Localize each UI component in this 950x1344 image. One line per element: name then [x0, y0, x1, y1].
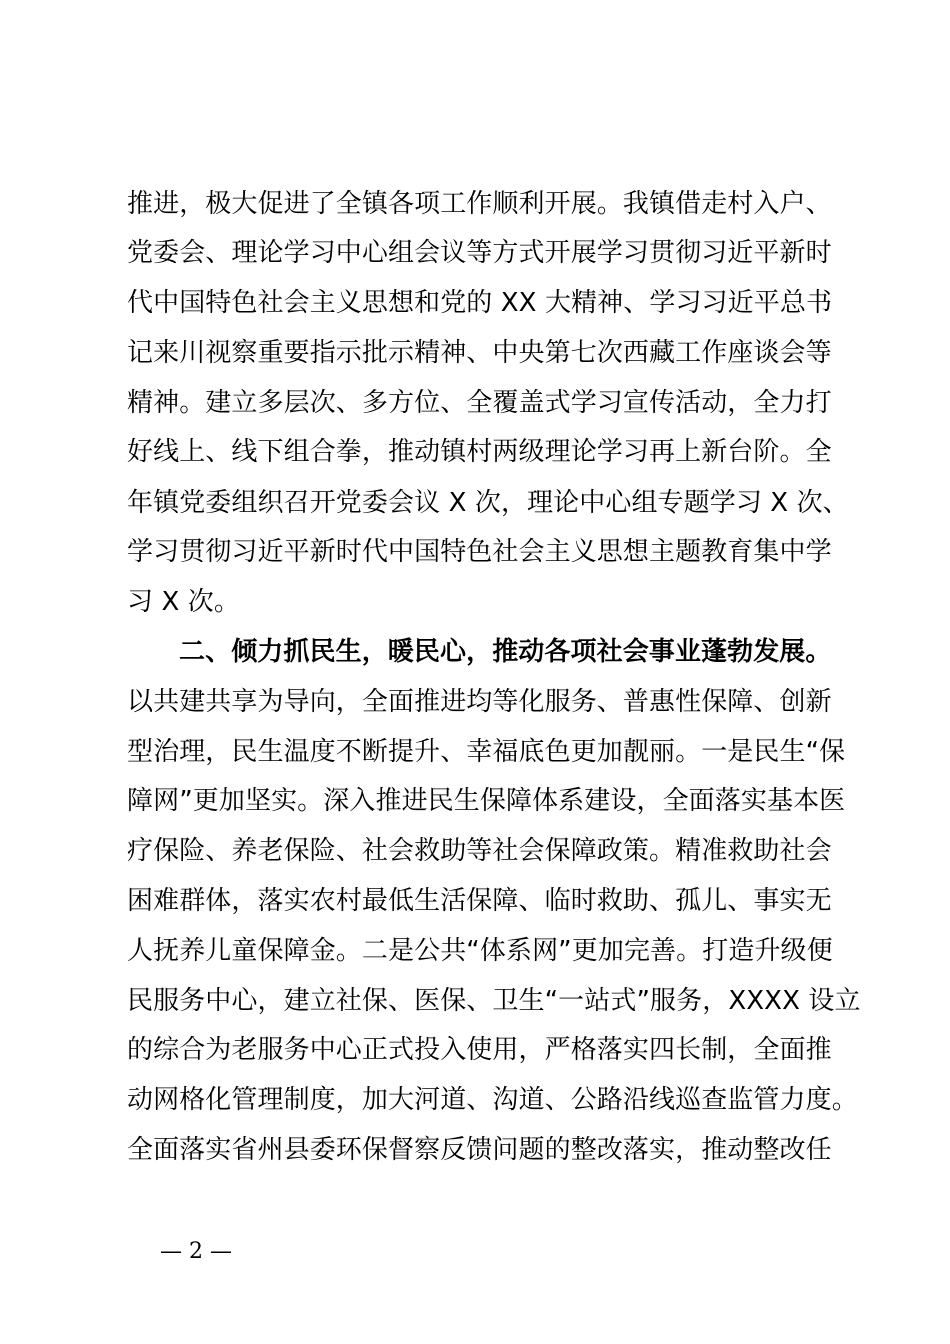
body-text-line: 型治理，民生温度不断提升、幸福底色更加靓丽。一是民生“保 — [127, 737, 846, 767]
body-text-line: 疗保险、养老保险、社会救助等社会保障政策。精准救助社会 — [127, 836, 832, 866]
body-text-line: 习 X 次。 — [127, 587, 240, 617]
body-text-line: 代中国特色社会主义思想和党的 XX 大精神、学习习近平总书 — [127, 288, 833, 318]
body-text-line: 动网格化管理制度，加大河道、沟道、公路沿线巡查监管力度。 — [127, 1085, 858, 1115]
body-text-line: 的综合为老服务中心正式投入使用，严格落实四长制，全面推 — [127, 1035, 832, 1065]
body-text-line: 推进，极大促进了全镇各项工作顺利开展。我镇借走村入户、 — [127, 189, 832, 219]
body-text-line: 年镇党委组织召开党委会议 X 次，理论中心组专题学习 X 次、 — [127, 488, 849, 518]
body-text-line: 人抚养儿童保障金。二是公共“体系网”更加完善。打造升级便 — [127, 936, 833, 966]
body-text-line: 记来川视察重要指示批示精神、中央第七次西藏工作座谈会等 — [127, 338, 832, 368]
section-heading: 二、倾力抓民生，暖民心，推动各项社会事业蓬勃发展。 — [179, 637, 832, 667]
body-text-line: 困难群体，落实农村最低生活保障、临时救助、孤儿、事实无 — [127, 886, 832, 916]
body-text-line: 精神。建立多层次、多方位、全覆盖式学习宣传活动，全力打 — [127, 388, 832, 418]
body-text-line: 以共建共享为导向，全面推进均等化服务、普惠性保障、创新 — [127, 687, 832, 717]
body-text-line: 党委会、理论学习中心组会议等方式开展学习贯彻习近平新时 — [127, 238, 832, 268]
body-text-line: 障网”更加坚实。深入推进民生保障体系建设，全面落实基本医 — [127, 786, 846, 816]
page-number: — 2 — — [160, 1239, 232, 1264]
body-text-line: 学习贯彻习近平新时代中国特色社会主义思想主题教育集中学 — [127, 537, 832, 567]
body-text-line: 好线上、线下组合拳，推动镇村两级理论学习再上新台阶。全 — [127, 437, 832, 467]
body-text-line: 民服务中心，建立社保、医保、卫生“一站式”服务，XXXX 设立 — [127, 986, 861, 1016]
body-text-line: 全面落实省州县委环保督察反馈问题的整改落实，推动整改任 — [127, 1135, 832, 1165]
